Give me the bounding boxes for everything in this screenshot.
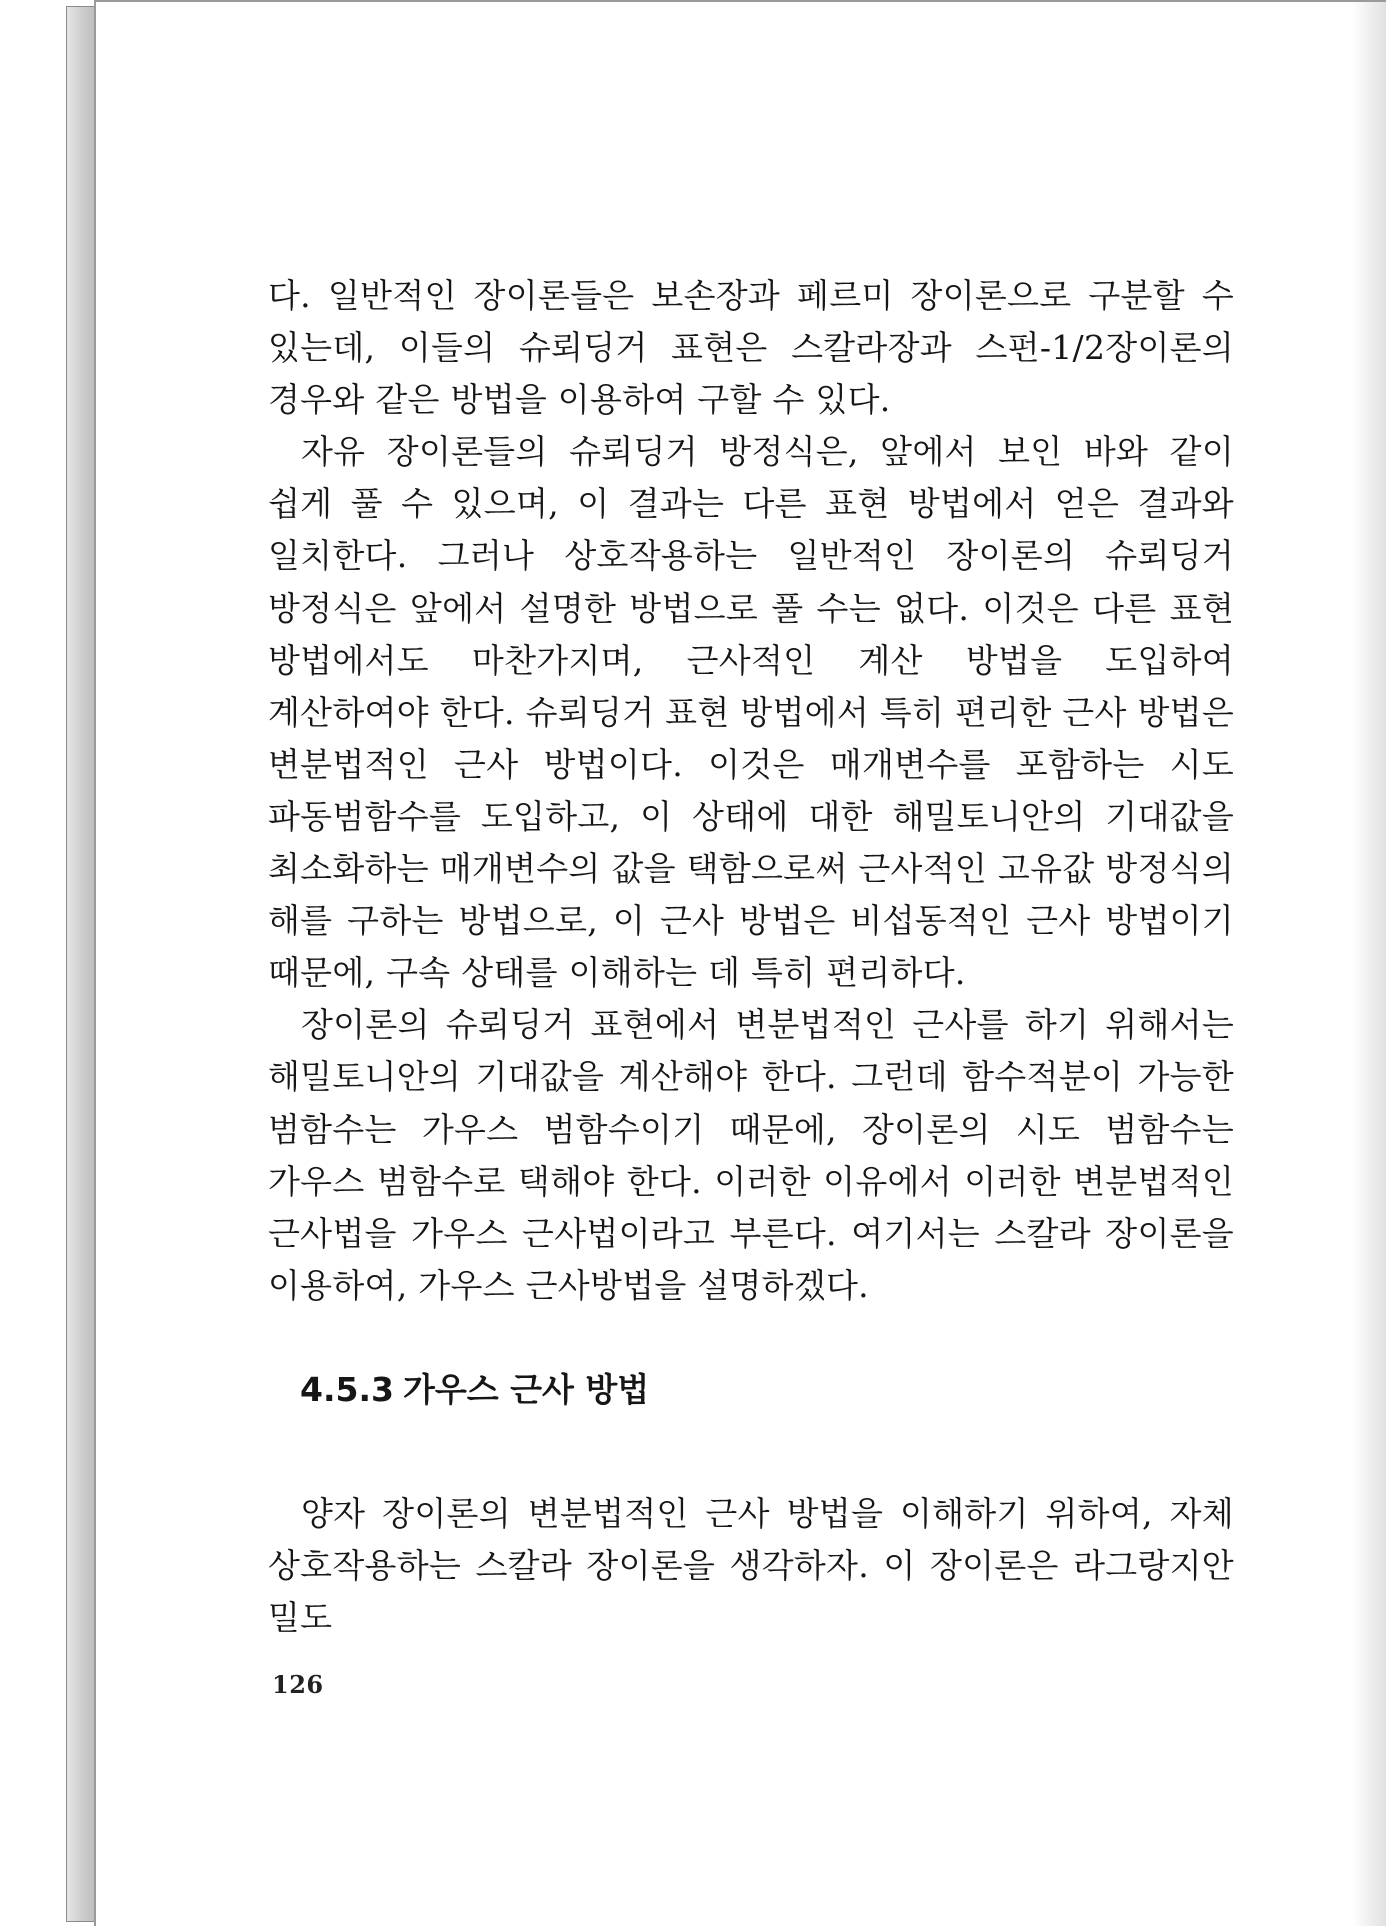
section-title: 가우스 근사 방법 <box>403 1369 650 1409</box>
section-heading <box>268 1364 1234 1416</box>
paragraph-continuation: 다. 일반적인 장이론들은 보손장과 페르미 장이론으로 구분할 수 있는데, 이들의 슈뢰딩거 표현은 스칼라장과 스펀-1/2장이론의 경우와 같은 방법을 이용하여 구할 수 있다. <box>268 276 1234 420</box>
paragraph-section-body: 양자 장이론의 변분법적인 근사 방법을 이해하기 위하여, 자체 상호작용하는 스칼라 장이론을 생각하자. 이 장이론은 라그랑지안 밀도 <box>268 1493 1234 1638</box>
paragraph-gaussian-intro: 장이론의 슈뢰딩거 표현에서 변분법적인 근사를 하기 위해서는 해밀토니안의 기대값을 계산해야 한다. 그런데 함수적분이 가능한 범함수는 가우스 범함수이기 때문에, 장이론의 시도 범함수는 가우스 범함수로 택해야 한다. 이러한 이유에서 이러한 변분법적인 근사법을 가우스 근사법이라고 부른다. 여기서는 스칼라 장이론을 이용하여, 가우스 근사방법을 설명하겠다. <box>268 1005 1234 1305</box>
book-page <box>94 0 1386 1926</box>
book-spine <box>66 6 96 1922</box>
page-number: 126 <box>272 1670 324 1699</box>
page-edge-shadow <box>1352 2 1386 1926</box>
paragraph-free-field: 자유 장이론들의 슈뢰딩거 방정식은, 앞에서 보인 바와 같이 쉽게 풀 수 있으며, 이 결과는 다른 표현 방법에서 얻은 결과와 일치한다. 그러나 상호작용하는 일반적인 장이론의 슈뢰딩거 방정식은 앞에서 설명한 방법으로 풀 수는 없다. 이것은 다른 표현 방법에서도 마찬가지며, 근사적인 계산 방법을 도입하여 계산하여야 한다. 슈뢰딩거 표현 방법에서 특히 편리한 근사 방법은 변분법적인 근사 방법이다. 이것은 매개변수를 포함하는 시도 파동범함수를 도입하고, 이 상태에 대한 해밀토니안의 기대값을 최소화하는 매개변수의 값을 택함으로써 근사적인 고유값 방정식의 해를 구하는 방법으로, 이 근사 방법은 비섭동적인 근사 방법이기 때문에, 구속 상태를 이해하는 데 특히 편리하다. <box>268 432 1234 993</box>
section-number: 4.5.3 <box>300 1369 394 1409</box>
page-content <box>268 270 1234 1644</box>
